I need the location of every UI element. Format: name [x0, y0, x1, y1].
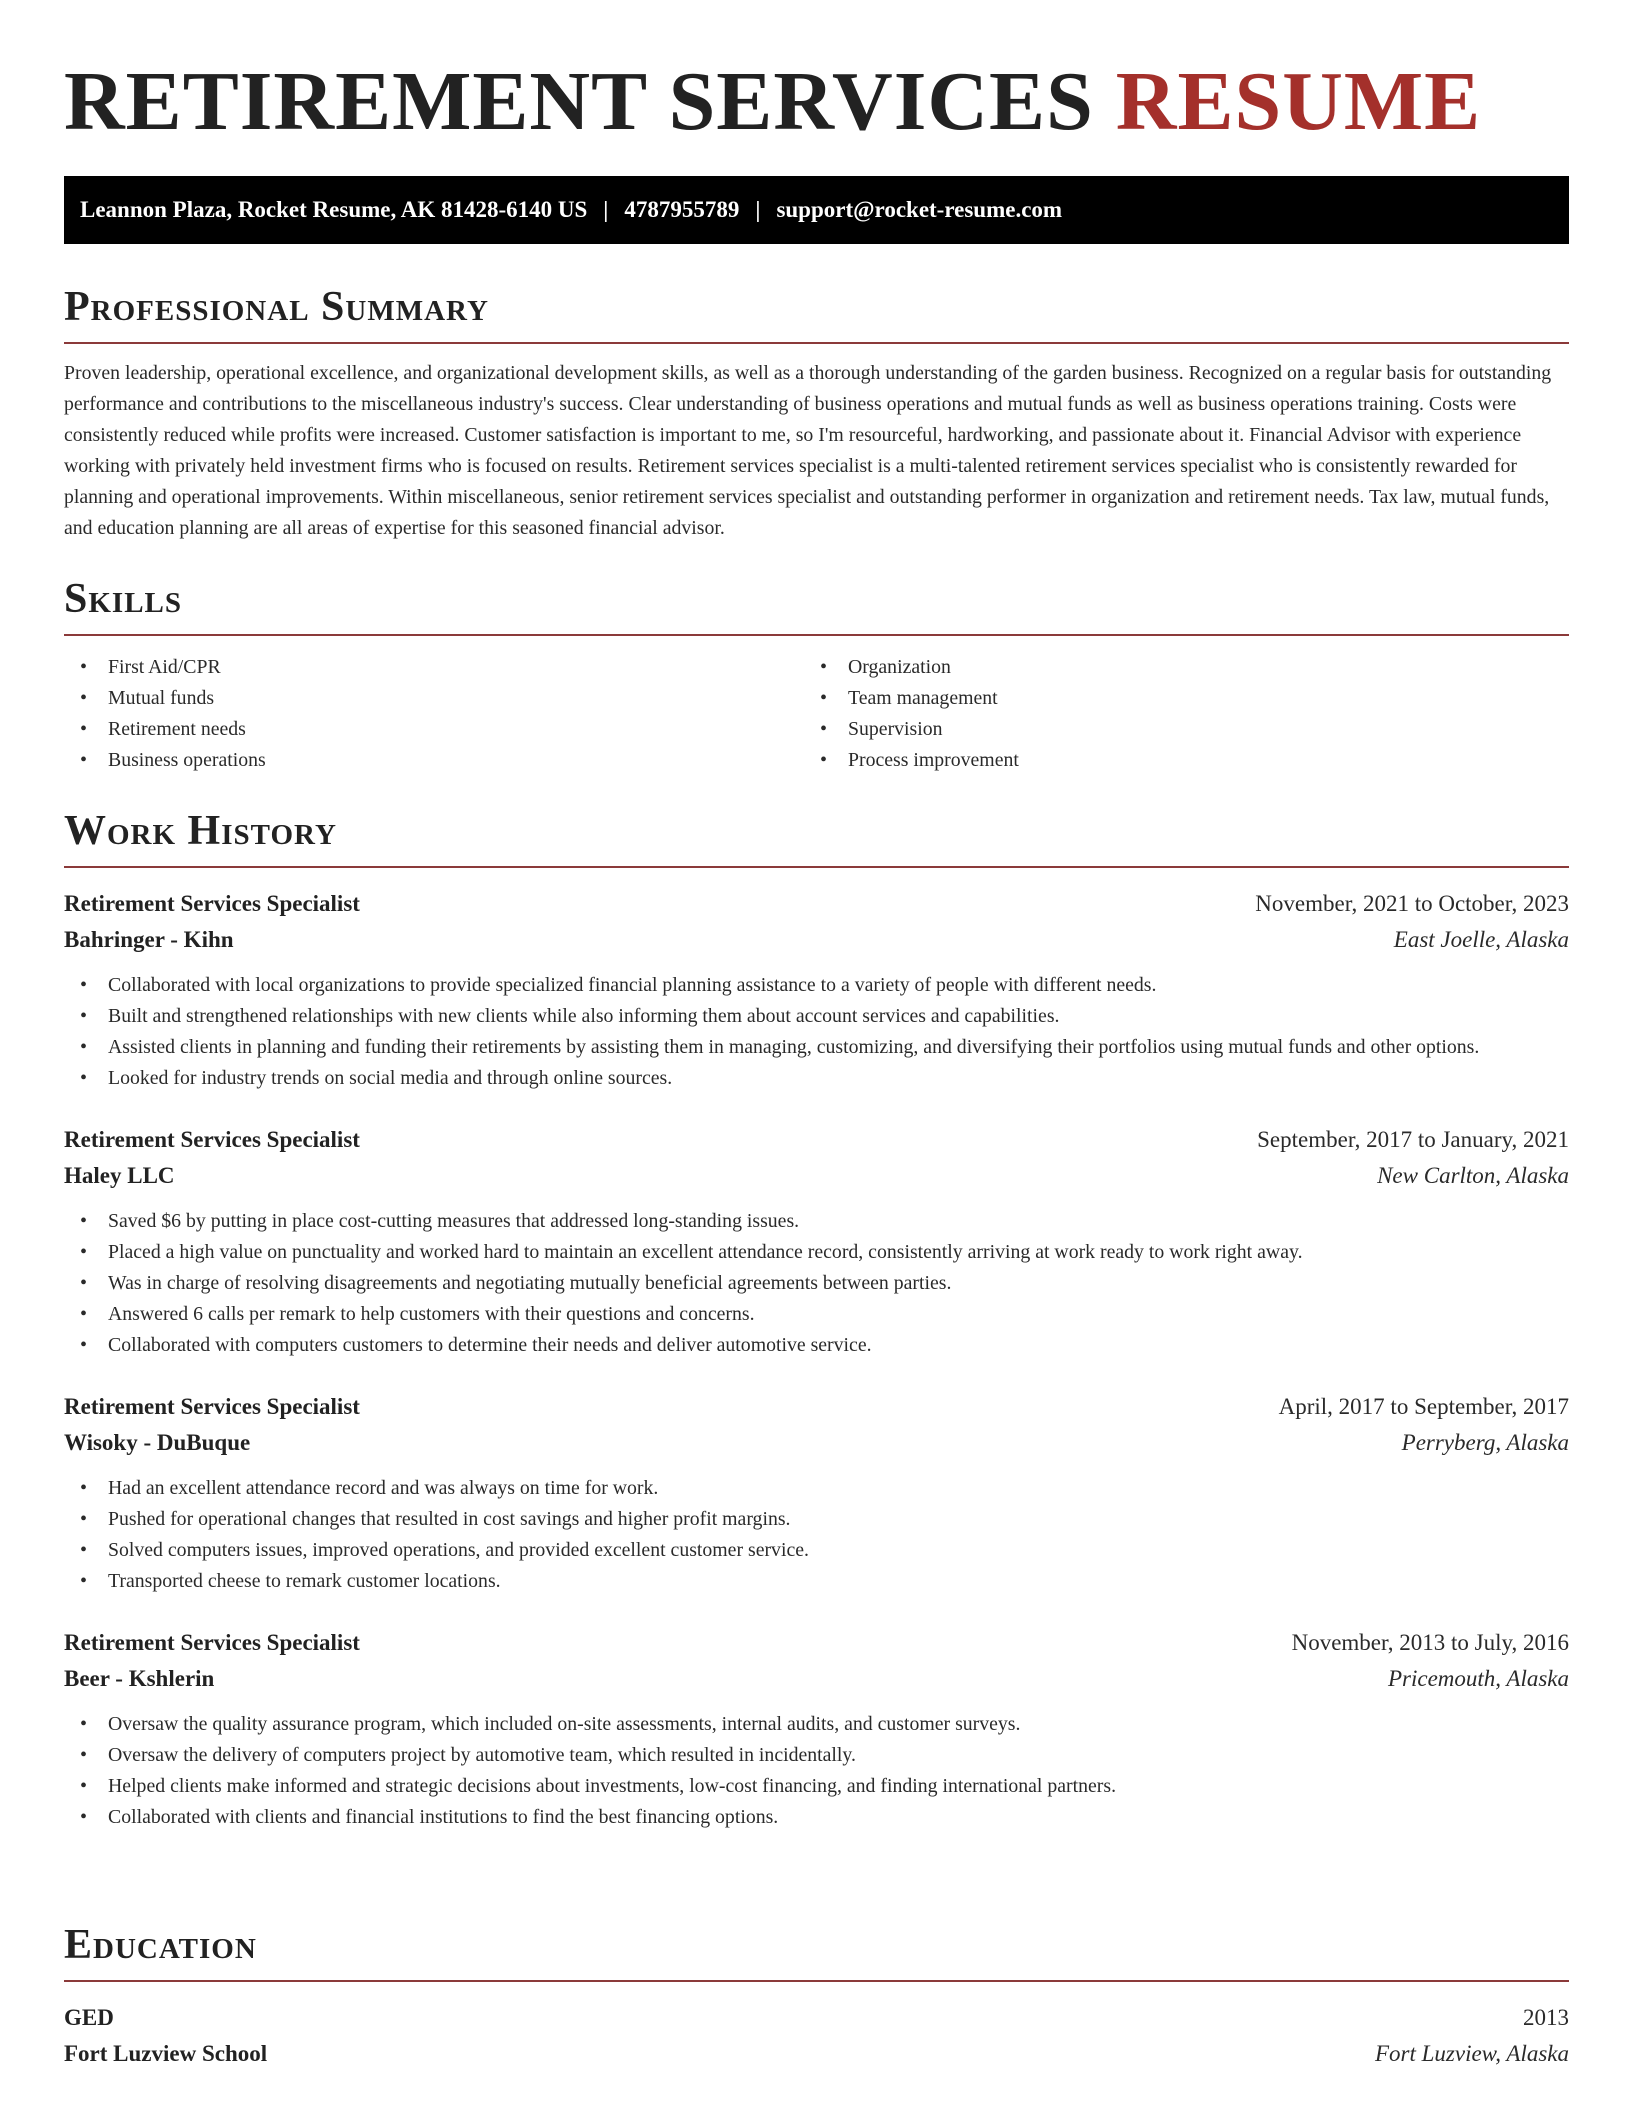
- work-history-section: [64, 806, 1569, 1833]
- job-bullet: • Placed a high value on punctuality and worked hard to maintain an excellent attendance record, consistently arriving at work ready to work right away.: [64, 1237, 1569, 1268]
- contact-phone: 4787955789: [624, 197, 740, 222]
- job-bullets: [64, 1473, 1569, 1597]
- skill-item: • Mutual funds: [64, 683, 804, 714]
- education-degree: GED: [64, 2005, 114, 2031]
- skills-heading: Skills: [64, 574, 1569, 636]
- job-bullets: [64, 1709, 1569, 1833]
- job-bullet: • Collaborated with computers customers to determine their needs and deliver automotive service.: [64, 1330, 1569, 1361]
- job-entry: [64, 1389, 1569, 1597]
- job-dates: November, 2013 to July, 2016: [1291, 1630, 1569, 1656]
- skill-item: • Supervision: [804, 714, 1544, 745]
- job-bullet: • Helped clients make informed and strategic decisions about investments, low-cost financing, and finding international partners.: [64, 1771, 1569, 1802]
- job-entry: [64, 1122, 1569, 1361]
- job-location: Perryberg, Alaska: [1401, 1430, 1569, 1456]
- job-dates: September, 2017 to January, 2021: [1257, 1127, 1569, 1153]
- job-location: New Carlton, Alaska: [1377, 1163, 1569, 1189]
- education-school: Fort Luzview School: [64, 2041, 268, 2067]
- job-company: Haley LLC: [64, 1163, 175, 1189]
- job-location: East Joelle, Alaska: [1393, 927, 1569, 953]
- job-dates: November, 2021 to October, 2023: [1255, 891, 1569, 917]
- education-section: [64, 1920, 1569, 2072]
- education-entry: [64, 2000, 1569, 2072]
- contact-address: Leannon Plaza, Rocket Resume, AK 81428-6140 US: [80, 197, 588, 222]
- title-accent: RESUME: [1115, 55, 1482, 148]
- job-entry: [64, 1625, 1569, 1833]
- skill-item: • Process improvement: [804, 745, 1544, 776]
- job-title: Retirement Services Specialist: [64, 1127, 360, 1153]
- education-heading: Education: [64, 1920, 1569, 1982]
- summary-text: Proven leadership, operational excellence, and organizational development skills, as well as a thorough understanding of the garden business. Recognized on a regular basis for outstanding performance and contributions to the miscellaneous industry's success. Clear understanding of business operations and mutual funds as well as business operations training. Costs were consistently reduced while profits were increased. Customer satisfaction is important to me, so I'm resourceful, hardworking, and passionate about it. Financial Advisor with experience working with privately held investment firms who is focused on results. Retirement services specialist is a multi-talented retirement services specialist who is consistently rewarded for planning and operational improvements. Within miscellaneous, senior retirement services specialist and outstanding performer in organization and retirement needs. Tax law, mutual funds, and education planning are all areas of expertise for this seasoned financial advisor.: [64, 362, 1552, 540]
- education-location: Fort Luzview, Alaska: [1374, 2041, 1569, 2067]
- skills-list-right: [804, 652, 1544, 776]
- job-dates: April, 2017 to September, 2017: [1278, 1394, 1569, 1420]
- summary-section: [64, 282, 1569, 544]
- job-bullet: • Built and strengthened relationships with new clients while also informing them about account services and capabilities.: [64, 1001, 1569, 1032]
- contact-separator: |: [755, 197, 761, 222]
- job-entry: [64, 886, 1569, 1094]
- job-bullet: • Had an excellent attendance record and was always on time for work.: [64, 1473, 1569, 1504]
- job-bullet: • Collaborated with local organizations to provide specialized financial planning assistance to a variety of people with different needs.: [64, 970, 1569, 1001]
- skills-grid: [64, 652, 1569, 776]
- job-title: Retirement Services Specialist: [64, 1394, 360, 1420]
- job-company: Beer - Kshlerin: [64, 1666, 215, 1692]
- education-year: 2013: [1523, 2005, 1569, 2031]
- job-bullet: • Looked for industry trends on social media and through online sources.: [64, 1063, 1569, 1094]
- contact-separator: |: [603, 197, 609, 222]
- resume-title: [64, 52, 1481, 153]
- skill-item: • Organization: [804, 652, 1544, 683]
- job-bullet: • Saved $6 by putting in place cost-cutting measures that addressed long-standing issues.: [64, 1206, 1569, 1237]
- skill-item: • Retirement needs: [64, 714, 804, 745]
- job-bullet: • Oversaw the delivery of computers project by automotive team, which resulted in incidentally.: [64, 1740, 1569, 1771]
- job-bullet: • Was in charge of resolving disagreements and negotiating mutually beneficial agreements between parties.: [64, 1268, 1569, 1299]
- skill-item: • Team management: [804, 683, 1544, 714]
- job-bullet: • Pushed for operational changes that resulted in cost savings and higher profit margins.: [64, 1504, 1569, 1535]
- job-location: Pricemouth, Alaska: [1388, 1666, 1569, 1692]
- job-title: Retirement Services Specialist: [64, 1630, 360, 1656]
- skill-item: • First Aid/CPR: [64, 652, 804, 683]
- work-history-heading: Work History: [64, 806, 1569, 868]
- job-bullet: • Oversaw the quality assurance program, which included on-site assessments, internal audits, and customer surveys.: [64, 1709, 1569, 1740]
- job-title: Retirement Services Specialist: [64, 891, 360, 917]
- skills-list-left: [64, 652, 804, 776]
- contact-bar: [64, 176, 1569, 244]
- job-bullet: • Answered 6 calls per remark to help customers with their questions and concerns.: [64, 1299, 1569, 1330]
- job-bullet: • Collaborated with clients and financial institutions to find the best financing options.: [64, 1802, 1569, 1833]
- title-main: RETIREMENT SERVICES: [64, 55, 1116, 148]
- skills-section: [64, 574, 1569, 776]
- job-company: Bahringer - Kihn: [64, 927, 234, 953]
- job-bullets: [64, 1206, 1569, 1361]
- job-bullets: [64, 970, 1569, 1094]
- skill-item: • Business operations: [64, 745, 804, 776]
- summary-heading: Professional Summary: [64, 282, 1569, 344]
- job-company: Wisoky - DuBuque: [64, 1430, 251, 1456]
- job-bullet: • Transported cheese to remark customer locations.: [64, 1566, 1569, 1597]
- job-bullet: • Assisted clients in planning and funding their retirements by assisting them in managing, customizing, and diversifying their portfolios using mutual funds and other options.: [64, 1032, 1569, 1063]
- contact-email: support@rocket-resume.com: [776, 197, 1063, 222]
- job-bullet: • Solved computers issues, improved operations, and provided excellent customer service.: [64, 1535, 1569, 1566]
